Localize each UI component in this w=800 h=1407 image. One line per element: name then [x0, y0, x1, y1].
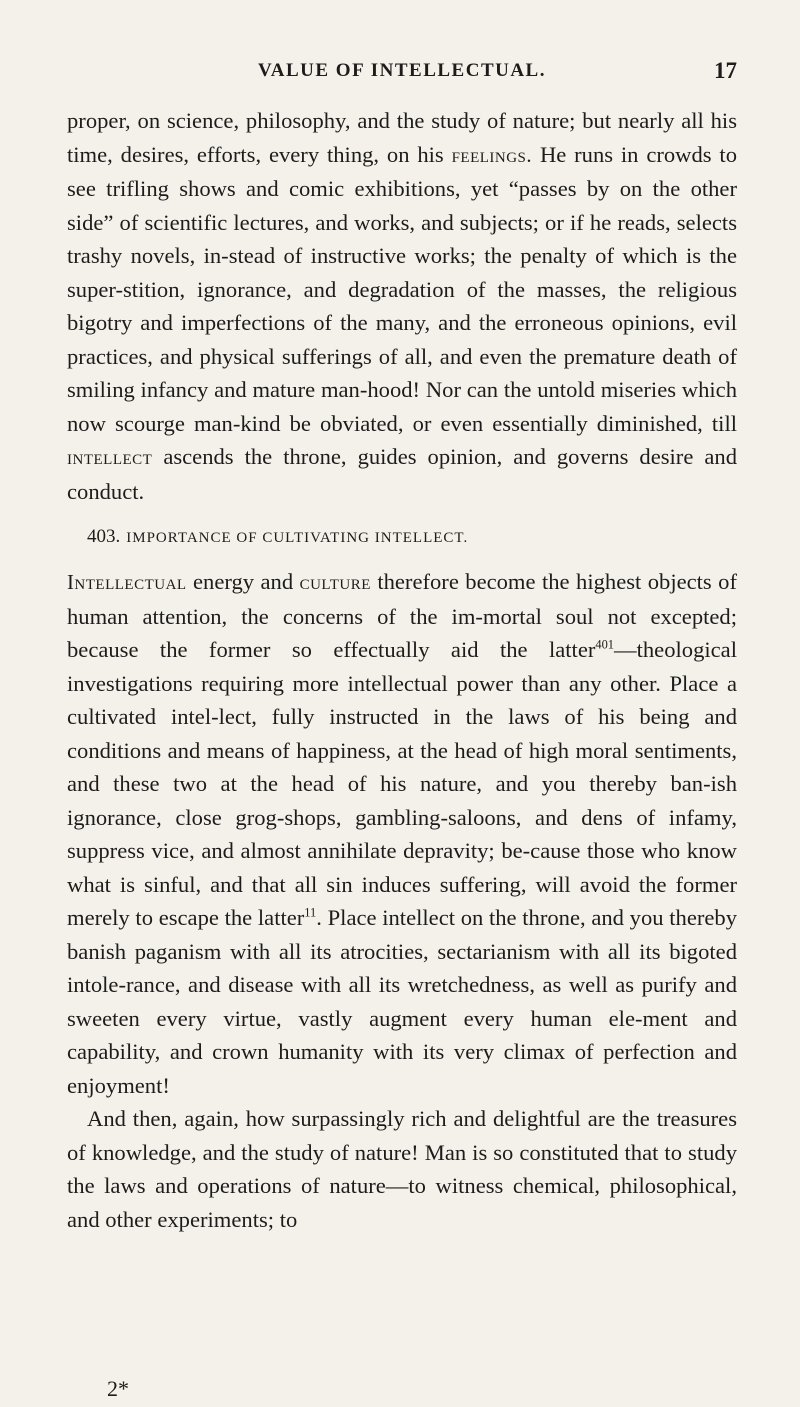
paragraph-1 — [67, 104, 737, 508]
paragraph-2 — [67, 565, 737, 1102]
section-heading — [67, 526, 737, 549]
section-title: IMPORTANCE OF CULTIVATING INTELLECT. — [126, 530, 469, 546]
small-caps-term: Intellectual — [67, 571, 187, 594]
cross-reference: 401 — [595, 637, 615, 652]
paragraph-3: And then, again, how surpassingly rich and delightful are the treasures of knowledge, and the study of nature! Man is so constituted that to study the laws and operations of nature—to witness chemical, philosophical, and other experiments; to — [67, 1106, 737, 1232]
text: energy and — [186, 569, 300, 594]
page-header — [67, 60, 737, 96]
text: He runs in crowds to see trifling shows and comic exhibitions, yet “passes by on the other side” of scientific lectures, and works, and subjects; or if he reads, selects trashy novels, in-stead of instructive works; the penalty of which is the super-stition, ignorance, and degradation of the masses, the religious bigotry and imperfections of the many, and the erroneous opinions, evil practices, and physical sufferings of all, and even the premature death of smiling infancy and mature man-hood! Nor can the untold miseries which now scourge man-kind be obviated, or even essentially diminished, till — [67, 141, 737, 436]
body-text — [67, 104, 737, 1236]
text: therefore become the highest objects of human attention, the concerns of the im-mortal soul not excepted; because the former so effectually aid the latter — [67, 569, 737, 662]
running-head: VALUE OF INTELLECTUAL. — [258, 60, 546, 81]
small-caps-term: feelings. — [451, 143, 533, 167]
page-number: 17 — [714, 58, 737, 83]
text: proper, on science, philosophy, and the study of nature; but nearly all his time, desires, efforts, every thing, on his — [67, 108, 737, 167]
small-caps-term: intellect — [67, 446, 153, 469]
section-number: 403. — [87, 526, 121, 547]
small-caps-term: culture — [299, 571, 371, 594]
text: —theological investigations requiring more intellectual power than any other. Place a cultivated intel-lect, fully instructed in the laws of his being and conditions and means of happiness, at the head of high moral sentiments, and these two at the head of his nature, and you thereby ban-ish ignorance, close grog-shops, gambling-saloons, and dens of infamy, suppress vice, and almost annihilate depravity; be-cause those who know what is sinful, and that all sin induces suffering, will avoid the former merely to escape the latter — [67, 637, 737, 930]
text: . Place intellect on the throne, and you thereby banish paganism with all its atrocities, sectarianism with all its bigoted intole-rance, and disease with all its wretchedness, as well as purify and sweeten every virtue, vastly augment every human ele-ment and capability, and crown humanity with its very climax of perfection and enjoyment! — [67, 905, 737, 1098]
cross-reference: 11 — [304, 905, 317, 920]
text: ascends the throne, guides opinion, and governs desire and conduct. — [67, 444, 737, 504]
printer-signature-mark: 2* — [107, 1376, 129, 1401]
